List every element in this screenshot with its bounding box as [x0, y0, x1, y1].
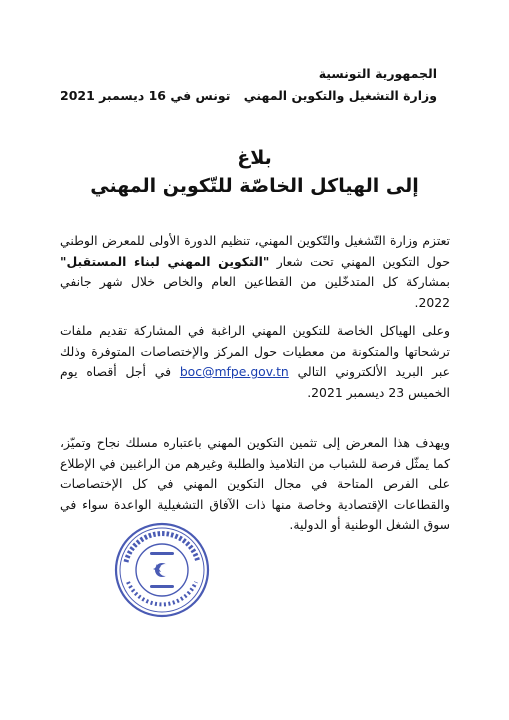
paragraph-2-text-a: وعلى الهياكل الخاصة للتكوين المهني الراغبة في المشاركة تقديم ملفات ترشحاتها والمتكونة من معطيات حول المركز والإختصاصات المتوفرة وذلك عبر البريد الألكتروني التالي: [60, 323, 450, 379]
ministry-name: وزارة التشغيل والتكوين المهني: [243, 88, 437, 103]
paragraph-goals: ويهدف هذا المعرض إلى تثمين التكوين المهني باعتباره مسلك نجاح وتميّز، كما يمثّل فرصة للشباب من التلاميذ والطلبة وغيرهم من الراغبين في الإطلاع على الفرص المتاحة في مجال التكوين المهني في كل الإختصاصات والقطاعات الإقتصادية وخاصة منها ذات الآفاق التشغيلية الواعدة سواء في سوق الشغل الوطنية أو الدولية.: [60, 435, 450, 532]
notice-title: بلاغ: [237, 147, 272, 169]
date-line: تونس في 16 ديسمبر 2021: [60, 88, 231, 103]
official-seal-icon: [112, 520, 212, 620]
notice-subtitle: إلى الهياكل الخاصّة للتّكوين المهني: [90, 175, 419, 197]
event-slogan: "التكوين المهني لبناء المستقبل": [60, 253, 270, 269]
paragraph-application: [60, 321, 450, 403]
paragraph-1-text-b: بمشاركة كل المتدخّلين من القطاعين العام والخاص خلال شهر جانفي 2022.: [60, 274, 450, 310]
paragraph-2-text-b: في أجل أقصاه يوم الخميس 23 ديسمبر 2021.: [60, 364, 450, 400]
paragraph-1-text-a: تعتزم وزارة التّشغيل والتّكوين المهني، تنظيم الدورة الأولى للمعرض الوطني حول التكوين المهني تحت شعار: [60, 233, 450, 269]
paragraph-announcement: [60, 231, 450, 313]
republic-name: الجمهورية التونسية: [318, 66, 437, 81]
email-link[interactable]: boc@mfpe.gov.tn: [179, 364, 289, 379]
